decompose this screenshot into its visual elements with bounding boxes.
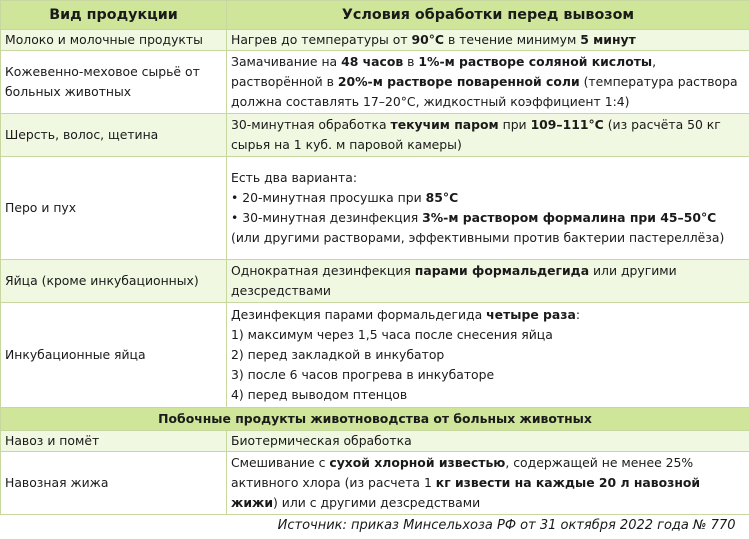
cond-bold: текучим паром xyxy=(390,117,499,132)
cond-text: (из расчёта 50 кг сырья на 1 куб. м паровой камеры) xyxy=(231,117,721,152)
cond-variant-1 xyxy=(231,188,745,208)
cond-bold: четыре раза xyxy=(486,307,576,322)
cond-text: ) или с другими дезсредствами xyxy=(273,495,481,510)
condition-cell xyxy=(227,452,749,515)
header-processing-conditions: Условия обработки перед вывозом xyxy=(227,1,749,30)
product-cell: Яйца (кроме инкубационных) xyxy=(1,260,227,303)
table-row xyxy=(1,303,749,408)
cond-bold: 3%-м раствором формалина при 45–50°С xyxy=(422,210,717,225)
cond-bold: парами формальдегида xyxy=(414,263,590,278)
table-header xyxy=(1,1,749,30)
table-row xyxy=(1,157,749,260)
product-cell: Перо и пух xyxy=(1,157,227,260)
product-cell: Кожевенно-меховое сырьё от больных животных xyxy=(1,51,227,114)
section-subheader: Побочные продукты животноводства от больных животных xyxy=(1,408,749,431)
cond-text: при xyxy=(498,117,531,132)
source-row xyxy=(1,515,749,538)
condition-cell xyxy=(227,260,749,303)
table-row xyxy=(1,51,749,114)
table-row xyxy=(1,260,749,303)
cond-note: (или другими растворами, эффективными против бактерии пастереллёза) xyxy=(231,230,725,245)
cond-text: или другими дезсредствами xyxy=(231,263,677,298)
condition-cell xyxy=(227,114,749,157)
cond-bold: 48 часов xyxy=(341,54,404,69)
cond-text: Смешивание с xyxy=(231,455,330,470)
condition-cell: Биотермическая обработка xyxy=(227,431,749,452)
cond-text: , содержащей не менее 25% активного хлора (из расчета 1 xyxy=(231,455,694,490)
cond-text: Дезинфекция парами формальдегида xyxy=(231,307,487,322)
cond-text: в xyxy=(403,54,419,69)
table-row xyxy=(1,431,749,452)
product-cell: Инкубационные яйца xyxy=(1,303,227,408)
condition-cell xyxy=(227,30,749,51)
cond-variant-2 xyxy=(231,208,745,228)
cond-bold: 85°С xyxy=(425,190,459,205)
section-subheader-row xyxy=(1,408,749,431)
table-row xyxy=(1,30,749,51)
cond-text: Нагрев до температуры от xyxy=(231,32,412,47)
cond-text: • 20-минутная просушка при xyxy=(231,190,426,205)
source-note: Источник: приказ Минсельхоза РФ от 31 октября 2022 года № 770 xyxy=(1,515,749,538)
product-cell: Шерсть, волос, щетина xyxy=(1,114,227,157)
product-cell: Навозная жижа xyxy=(1,452,227,515)
cond-text: • 30-минутная дезинфекция xyxy=(231,210,423,225)
cond-text: : xyxy=(575,307,581,322)
condition-cell xyxy=(227,51,749,114)
cond-bold: кг извести на каждые 20 л навозной жижи xyxy=(231,475,701,510)
cond-bold: 109–111°С xyxy=(530,117,604,132)
list-item: 1) максимум через 1,5 часа после снесения яйца xyxy=(231,327,553,342)
header-product-type: Вид продукции xyxy=(1,1,227,30)
list-item: 4) перед выводом птенцов xyxy=(231,387,408,402)
list-item: 3) после 6 часов прогрева в инкубаторе xyxy=(231,367,495,382)
cond-bold: 20%-м растворе поваренной соли xyxy=(337,74,580,89)
list-item: 2) перед закладкой в инкубатор xyxy=(231,347,445,362)
cond-text: Замачивание на xyxy=(231,54,342,69)
cond-text: (температура раствора должна составлять 17–20°С, жидкостный коэффициент 1:4) xyxy=(231,74,738,109)
condition-cell xyxy=(227,157,749,260)
cond-text: в течение минимум xyxy=(444,32,581,47)
cond-text: 30-минутная обработка xyxy=(231,117,391,132)
cond-text: Однократная дезинфекция xyxy=(231,263,415,278)
product-cell: Молоко и молочные продукты xyxy=(1,30,227,51)
cond-text: , растворённой в xyxy=(231,54,657,89)
table-row xyxy=(1,452,749,515)
condition-cell xyxy=(227,303,749,408)
cond-bold: 5 минут xyxy=(580,32,636,47)
cond-intro: Есть два варианта: xyxy=(231,170,357,185)
cond-intro xyxy=(231,305,745,325)
table-row xyxy=(1,114,749,157)
product-cell: Навоз и помёт xyxy=(1,431,227,452)
cond-bold: 90°C xyxy=(411,32,445,47)
cond-bold: 1%-м растворе соляной кислоты xyxy=(418,54,653,69)
cond-bold: сухой хлорной известью xyxy=(329,455,506,470)
